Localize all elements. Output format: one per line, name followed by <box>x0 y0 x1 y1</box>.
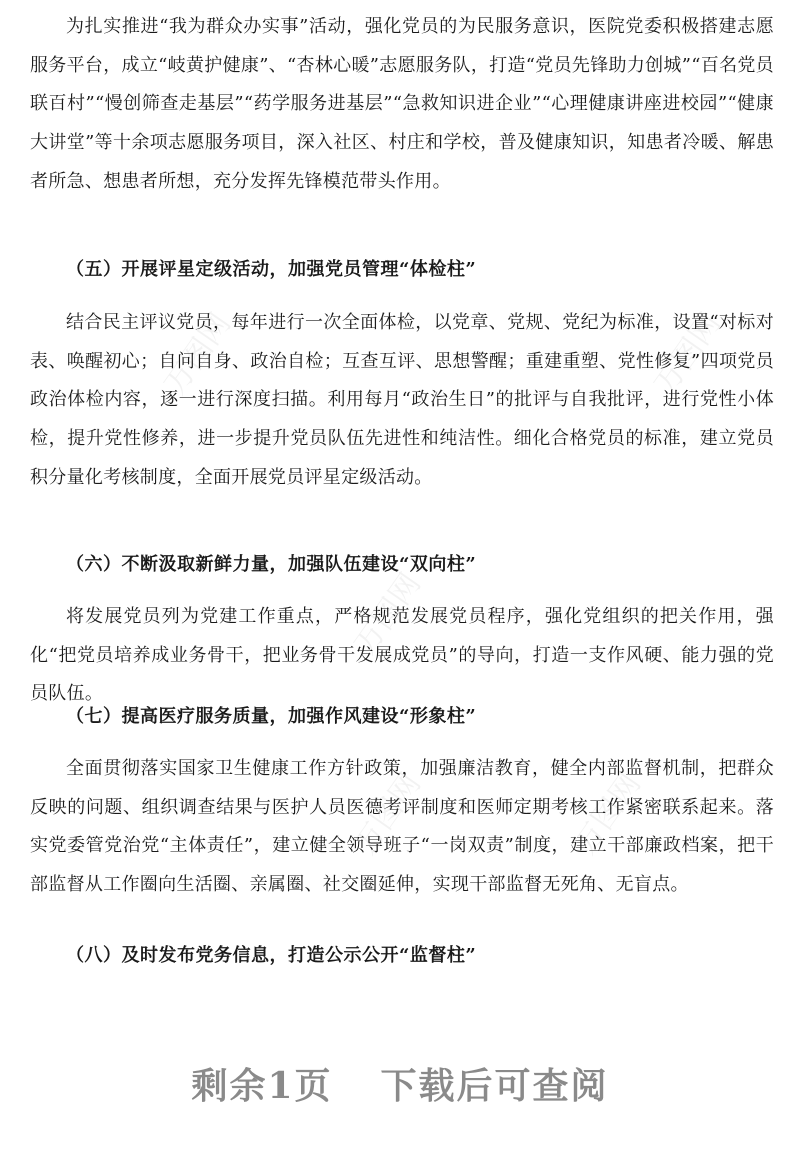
paragraph-party-checkup: 结合民主评议党员，每年进行一次全面体检，以党章、党规、党纪为标准，设置“对标对表、唤醒初心；自问自身、政治自检；互查互评、思想警醒；重建重塑、党性修复”四项党员政治体检内容，逐一进行深度扫描。利用每月“政治生日”的批评与自我批评，进行党性小体检，提升党性修养，进一步提升党员队伍先进性和纯洁性。细化合格党员的标准，建立党员积分量化考核制度，全面开展党员评星定级活动。 <box>30 312 774 488</box>
watermark-logo: 万图网 <box>347 567 429 661</box>
paragraph-style-building: 全面贯彻落实国家卫生健康工作方针政策，加强廉洁教育，健全内部监督机制，把群众反映的问题、组织调查结果与医护人员医德考评制度和医师定期考核工作紧密联系起来。落实党委管党治党“主体责任”，建立健全领导班子“一岗双责”制度，建立干部廉政档案，把干部监督从工作圈向生活圈、亲属圈、社交圈延伸，实现干部监督无死角、无盲点。 <box>30 758 774 896</box>
watermark-logo: 万图网 <box>647 307 729 401</box>
paragraph-team-building: 将发展党员列为党建工作重点，严格规范发展党员程序，强化党组织的把关作用，强化“把党员培养成业务骨干，把业务骨干发展成党员”的导向，打造一支作风硬、能力强的党员队伍。 <box>30 606 774 705</box>
heading-section-6: （六）不断汲取新鲜力量，加强队伍建设“双向柱” <box>66 554 477 575</box>
paragraph-volunteer-service: 为扎实推进“我为群众办实事”活动，强化党员的为民服务意识，医院党委积极搭建志愿服务平台，成立“岐黄护健康”、“杏林心暖”志愿服务队，打造“党员先锋助力创城”“百名党员联百村”“慢创筛查走基层”“药学服务进基层”“急救知识进企业”“心理健康讲座进校园”“健康大讲堂”等十余项志愿服务项目，深入社区、村庄和学校，普及健康知识，知患者冷暖、解患者所急、想患者所想，充分发挥先锋模范带头作用。 <box>30 16 774 192</box>
watermark-logo: 万图网 <box>567 767 649 861</box>
download-prompt-label: 下载后可查阅 <box>380 1065 609 1107</box>
watermark-logo: 万图网 <box>347 767 429 861</box>
heading-section-7: （七）提高医疗服务质量，加强作风建设“形象柱” <box>66 706 477 727</box>
remaining-pages-label: 剩余1页 <box>191 1065 333 1107</box>
watermark-logo: 万图网 <box>157 307 239 401</box>
heading-section-8: （八）及时发布党务信息，打造公示公开“监督柱” <box>66 945 477 966</box>
heading-section-5: （五）开展评星定级活动，加强党员管理“体检柱” <box>66 259 477 280</box>
remaining-pages-banner[interactable] <box>0 1058 800 1109</box>
